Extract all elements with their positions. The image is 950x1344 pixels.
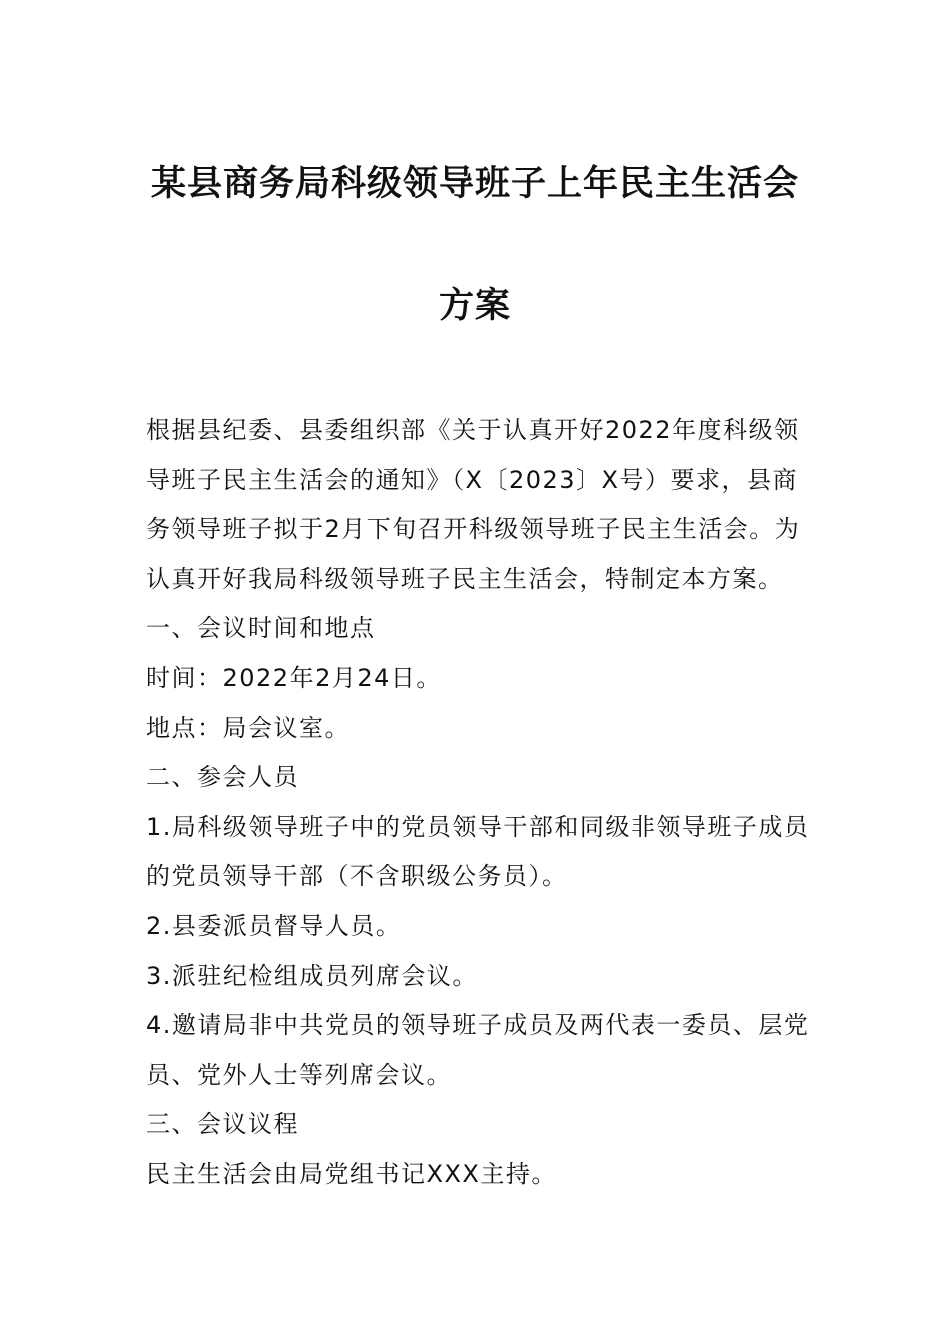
attendee-item-1: 1.局科级领导班子中的党员领导干部和同级非领导班子成员的党员领导干部（不含职级公务员）。	[146, 812, 810, 891]
section-1-heading: 一、会议时间和地点	[146, 614, 376, 643]
section-2-heading: 二、参会人员	[146, 763, 299, 792]
attendee-item-2: 2.县委派员督导人员。	[146, 911, 402, 940]
document-title-line-1: 某县商务局科级领导班子上年民主生活会	[150, 163, 799, 204]
intro-paragraph: 根据县纪委、县委组织部《关于认真开好2022年度科级领导班子民主生活会的通知》（X〔2023〕X号）要求，县商务领导班子拟于2月下旬召开科级领导班子民主生活会。为认真开好我局科级领导班子民主生活会，特制定本方案。	[146, 416, 801, 593]
document-body	[146, 406, 810, 1200]
attendee-item-3: 3.派驻纪检组成员列席会议。	[146, 961, 478, 990]
meeting-place: 地点：局会议室。	[146, 713, 350, 742]
section-3-heading: 三、会议议程	[146, 1110, 299, 1139]
document-title-line-2: 方案	[438, 285, 511, 326]
agenda-paragraph: 民主生活会由局党组书记XXX主持。	[146, 1159, 557, 1188]
attendee-item-4: 4.邀请局非中共党员的领导班子成员及两代表一委员、层党员、党外人士等列席会议。	[146, 1011, 810, 1089]
meeting-time: 时间：2022年2月24日。	[146, 663, 442, 692]
